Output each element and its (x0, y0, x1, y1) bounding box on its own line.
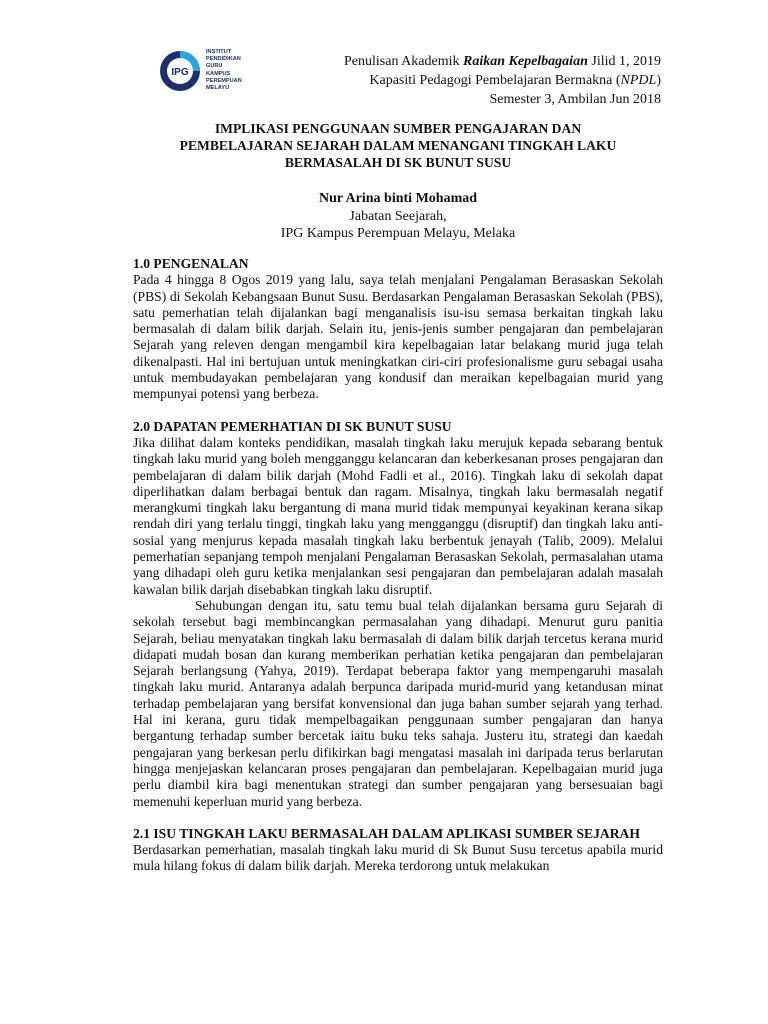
logo-line: INSTITUT (206, 49, 232, 55)
paragraph: Berdasarkan pemerhatian, masalah tingkah laku murid di Sk Bunut Susu tercetus apabila murid mula hilang fokus di dalam bilik darjah. Mereka terdorong untuk melakukan (133, 842, 663, 874)
section-heading-1: 1.0 PENGENALAN (133, 256, 249, 271)
paragraph: Jika dilihat dalam konteks pendidikan, masalah tingkah laku merujuk kepada sebarang bentuk tingkah laku murid yang boleh mengganggu kelancaran dan keberkesanan proses pengajaran dan pembelajaran di dalam bilik darjah (Mohd Fadli et al., 2016). Tingkah laku di sekolah dapat diperlihatkan dalam berbagai bentuk dan ragam. Misalnya, tingkah laku bermasalah negatif merangkumi tingkah laku bergantung di mana murid tidak mempunyai keyakinan kerana sikap rendah diri yang terlalu tinggi, tingkah laku yang mengganggu (disruptif) dan tingkah laku anti-sosial yang menjurus kepada masalah tingkah laku berbentuk jenayah (Talib, 2009). Melalui pemerhatian sepanjang tempoh menjalani Pengalaman Berasaskan Sekolah, permasalahan utama yang dihadapi oleh guru ketika menjalankan sesi pengajaran dan pembelajaran adalah masalah kawalan bilik darjah disebabkan tingkah laku disruptif. (133, 434, 663, 597)
logo-line: GURU (206, 63, 223, 70)
logo-line: PEREMPUAN (206, 77, 242, 84)
section-heading-2: 2.0 DAPATAN PEMERHATIAN DI SK BUNUT SUSU (133, 418, 452, 434)
author-name: Nur Arina binti Mohamad (318, 191, 478, 206)
logo-line: KAMPUS (206, 70, 231, 77)
ipg-logo (158, 47, 268, 101)
header-line-3: Semester 3, Ambilan Jun 2018 (489, 92, 661, 107)
logo-initials: IPG (171, 67, 189, 78)
paragraph: Sehubungan dengan itu, satu temu bual telah dijalankan bersama guru Sejarah di sekolah tersebut bagi membincangkan permasalahan yang dihadapi. Menurut guru panitia Sejarah, beliau menyatakan tingkah laku bermasalah di dalam bilik darjah tercetus kerana murid didapati mudah bosan dan kurang memberikan perhatian ketika pengajaran dan pembelajaran Sejarah berlangsung (Yahya, 2019). Terdapat beberapa faktor yang mempengaruhi masalah tingkah laku murid. Antaranya adalah berpunca daripada murid-murid yang ketandusan minat terhadap pembelajaran yang bersifat konvensional dan juga bahan sumber sejarah yang terhad. Hal ini kerana, guru tidak mempelbagaikan penggunaan sumber pengajaran dan hanya bergantung terhadap sumber bercetak iaitu buku teks sahaja. Justeru itu, strategi dan kaedah pengajaran yang berkesan perlu difikirkan bagi mengatasi masalah ini daripada terus berlarutan hingga menjejaskan kelancaran proses pengajaran dan pembelajaran. Kepelbagaian murid juga perlu diambil kira bagi menentukan strategi dan sumber pengajaran yang bersesuaian bagi memenuhi keperluan murid yang berbeza. (133, 597, 663, 809)
author-department: Jabatan Seejarah, (349, 208, 447, 224)
ipg-emblem-icon (158, 49, 202, 93)
author-block (133, 190, 663, 243)
paragraph: Pada 4 hingga 8 Ogos 2019 yang lalu, saya telah menjalani Pengalaman Berasaskan Sekolah (PBS) di Sekolah Kebangsaan Bunut Susu. Berdasarkan Pengalaman Berasaskan Sekolah (PBS), satu pemerhatian telah dijalankan bagi menganalisis isu-isu semasa berkaitan tingkah laku bermasalah di dalam bilik darjah. Selain itu, jenis-jenis sumber pengajaran dan pembelajaran Sejarah yang releven dengan mengambil kira kepelbagaian latar belakang murid juga telah dikenalpasti. Hal ini bertujuan untuk meningkatkan ciri-ciri profesionalisme guru sebagai usaha untuk membudayakan pembelajaran yang kondusif dan meraikan kepelbagaian murid yang mempunyai potensi yang berbeza. (133, 272, 663, 402)
section-heading-2-1: 2.1 ISU TINGKAH LAKU BERMASALAH DALAM APLIKASI SUMBER SEJARAH (133, 825, 640, 841)
paper-title: IMPLIKASI PENGGUNAAN SUMBER PENGAJARAN DAN PEMBELAJARAN SEJARAH DALAM MENANGANI TINGKAH LAKU BERMASALAH DI SK BUNUT SUSU (179, 121, 617, 170)
running-header (344, 52, 661, 109)
logo-wordmark (206, 49, 242, 92)
logo-line: PENDIDIKAN (206, 56, 241, 63)
header-line-2: Kapasiti Pedagogi Pembelajaran Bermakna (NPDL) (369, 73, 661, 88)
header-line-1: Penulisan Akademik Raikan Kepelbagaian Jilid 1, 2019 (344, 54, 661, 69)
body-text (133, 256, 663, 875)
logo-line: MELAYU (206, 85, 230, 92)
author-institution: IPG Kampus Perempuan Melayu, Melaka (280, 226, 516, 241)
